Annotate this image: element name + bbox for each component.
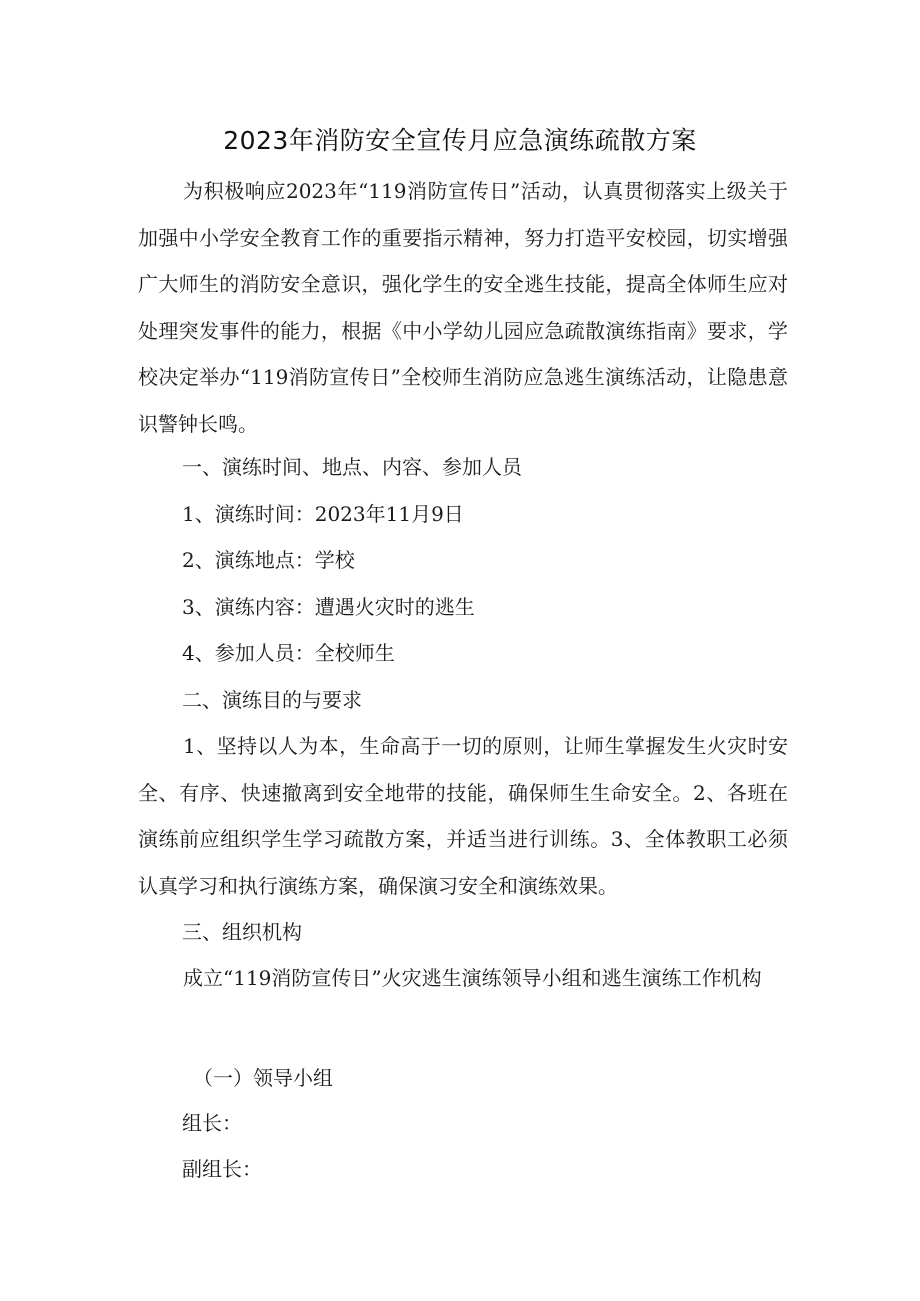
- section1-item-content: 3、演练内容：遭遇火灾时的逃生: [182, 595, 475, 619]
- section1-heading: 一、演练时间、地点、内容、参加人员: [182, 455, 522, 479]
- section2-heading: 二、演练目的与要求: [182, 688, 362, 712]
- section3-heading: 三、组织机构: [182, 920, 302, 944]
- intro-paragraph: 为积极响应2023年“119消防宣传日”活动，认真贯彻落实上级关于加强中小学安全教育工作的重要指示精神，努力打造平安校园，切实增强广大师生的消防安全意识，强化学生的安全逃生技能，提高全体师生应对处理突发事件的能力，根据《中小学幼儿园应急疏散演练指南》要求，学校决定举办“119消防宣传日”全校师生消防应急逃生演练活动，让隐患意识警钟长鸣。: [138, 179, 788, 436]
- section3-subheading: （一）领导小组: [193, 1066, 333, 1090]
- section1-item-location: 2、演练地点：学校: [182, 548, 355, 572]
- leader-field: 组长：: [182, 1111, 242, 1135]
- section2-body: 1、坚持以人为本，生命高于一切的原则，让师生掌握发生火灾时安全、有序、快速撤离到安全地带的技能，确保师生生命安全。2、各班在演练前应组织学生学习疏散方案，并适当进行训练。3、全体教职工必须认真学习和执行演练方案，确保演习安全和演练效果。: [138, 734, 788, 898]
- document-title: 2023年消防安全宣传月应急演练疏散方案: [223, 126, 697, 155]
- section1-item-participants: 4、参加人员：全校师生: [182, 641, 395, 665]
- deputy-leader-field: 副组长：: [182, 1157, 262, 1181]
- section3-body: 成立“119消防宣传日”火灾逃生演练领导小组和逃生演练工作机构: [183, 966, 762, 990]
- section1-item-time: 1、演练时间：2023年11月9日: [182, 502, 464, 526]
